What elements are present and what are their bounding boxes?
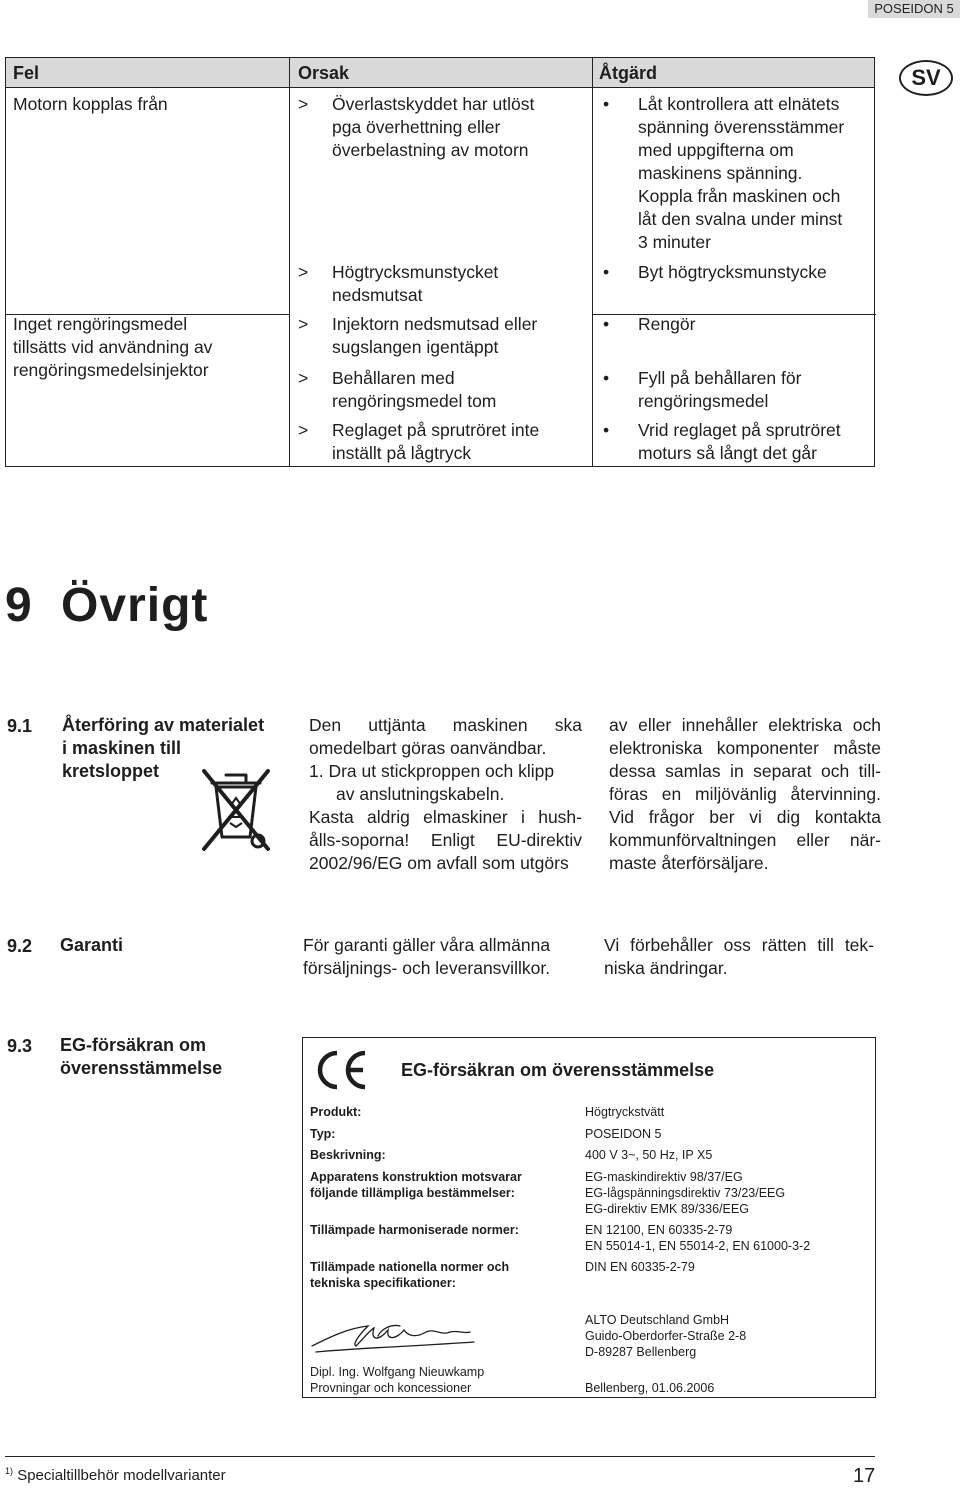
text-column: Vi förbehåller oss rätten till tek- niska ändringar. [604, 935, 874, 978]
bullet-icon: • [603, 368, 610, 388]
subsection-title: Återföring av materialet i maskinen till kretsloppet [62, 715, 265, 781]
declaration-label: Tillämpade harmoniserade normer: [310, 1223, 519, 1237]
footnote-text: Specialtillbehör modellvarianter [17, 1467, 226, 1484]
subsection-number: 9.2 [7, 936, 33, 956]
text-column: av eller innehåller elektriska och elektroniska komponenter måste dessa samlas in separat och till- föras en miljövänlig återvinning. Vid frågor ber vi dig kontakta kommunförvaltningen eller när- maste återförsäljare. [609, 715, 881, 873]
header-fault: Fel [13, 63, 40, 83]
column-divider [592, 58, 593, 466]
declaration-value: DIN EN 60335-2-79 [585, 1260, 695, 1274]
text-column: För garanti gäller våra allmänna försäljnings- och leveransvillkor. [303, 935, 551, 978]
bullet-icon: • [603, 420, 610, 440]
cause-cell: Högtrycksmunstycket nedsmutsat [332, 262, 499, 305]
declaration-heading: EG-försäkran om överensstämmelse [401, 1060, 715, 1080]
troubleshooting-table [5, 57, 875, 467]
cause-cell: Injektorn nedsmutsad eller sugslangen igentäppt [332, 314, 538, 357]
signer: Dipl. Ing. Wolfgang Nieuwkamp Provningar och koncessioner [310, 1365, 485, 1395]
declaration-value: Högtryckstvätt [585, 1105, 665, 1119]
cause-cell: Behållaren med rengöringsmedel tom [332, 368, 497, 411]
crossed-out-wheelie-bin-icon [196, 765, 276, 855]
cause-marker: > [298, 314, 309, 334]
declaration-label: Tillämpade nationella normer och tekniska specifikationer: [310, 1260, 510, 1290]
bullet-icon: • [603, 94, 610, 114]
bullet-icon: • [603, 314, 610, 334]
subsection-number: 9.3 [7, 1036, 33, 1056]
signature-image [308, 1316, 478, 1360]
cause-marker: > [298, 368, 309, 388]
declaration-label: Produkt: [310, 1105, 362, 1119]
table-header-row [6, 58, 874, 88]
cause-marker: > [298, 262, 309, 282]
company-address: ALTO Deutschland GmbH Guido-Oberdorfer-Straße 2-8 D-89287 Bellenberg [585, 1313, 747, 1359]
header-cause: Orsak [298, 63, 350, 83]
model-tab: POSEIDON 5 [868, 0, 960, 18]
subsection-number: 9.1 [7, 716, 33, 736]
declaration-box [302, 1037, 876, 1398]
footnote-mark: 1) [5, 1466, 14, 1476]
declaration-value: 400 V 3~, 50 Hz, IP X5 [585, 1148, 713, 1162]
action-cell: Rengör [638, 314, 696, 334]
section-title: Övrigt [61, 579, 209, 632]
declaration-label: Apparatens konstruktion motsvarar följande tillämpliga bestämmelser: [310, 1170, 522, 1200]
action-cell: Låt kontrollera att elnätets spänning överensstämmer med uppgifterna om maskinens spänning. Koppla från maskinen och låt den svalna under minst 3 minuter [638, 94, 845, 252]
place-date: Bellenberg, 01.06.2006 [585, 1381, 715, 1395]
footnote [5, 1466, 226, 1484]
bullet-icon: • [603, 262, 610, 282]
column-divider [289, 58, 290, 466]
declaration-label: Beskrivning: [310, 1148, 386, 1162]
declaration-value: EN 12100, EN 60335-2-79 EN 55014-1, EN 55014-2, EN 61000-3-2 [585, 1223, 811, 1253]
page-number: 17 [853, 1465, 876, 1487]
fault-cell: Motorn kopplas från [13, 94, 168, 114]
section-number: 9 [5, 579, 33, 632]
footer-divider [5, 1456, 875, 1457]
action-cell: Fyll på behållaren för rengöringsmedel [638, 368, 802, 411]
cause-cell: Överlastskyddet har utlöst pga överhettning eller överbelastning av motorn [332, 94, 535, 160]
action-cell: Vrid reglaget på sprutröret moturs så långt det går [638, 420, 841, 463]
row-divider [593, 314, 876, 315]
ce-mark-icon [313, 1049, 369, 1091]
subsection-title: Garanti [60, 935, 124, 955]
declaration-label: Typ: [310, 1127, 336, 1141]
declaration-value: EG-maskindirektiv 98/37/EG EG-lågspänningsdirektiv 73/23/EEG EG-direktiv EMK 89/336/EEG [585, 1170, 786, 1216]
fault-cell: Inget rengöringsmedel tillsätts vid användning av rengöringsmedelsinjektor [13, 314, 213, 380]
cause-marker: > [298, 94, 309, 114]
subsection-title: EG-försäkran om överensstämmelse [60, 1035, 223, 1078]
language-badge: SV [899, 60, 953, 96]
cause-marker: > [298, 420, 309, 440]
declaration-value: POSEIDON 5 [585, 1127, 662, 1141]
text-column: Den uttjänta maskinen ska omedelbart göras oanvändbar. 1. Dra ut stickproppen och klipp av anslutningskabeln. Kasta aldrig elmaskiner i hush- ålls-soporna! Enligt EU-direktiv 2002/96/EG om avfall som utgörs [309, 715, 582, 873]
cause-cell: Reglaget på sprutröret inte inställt på lågtryck [332, 420, 540, 463]
action-cell: Byt högtrycksmunstycke [638, 262, 827, 282]
section-heading [5, 578, 208, 633]
header-action: Åtgärd [599, 63, 657, 83]
